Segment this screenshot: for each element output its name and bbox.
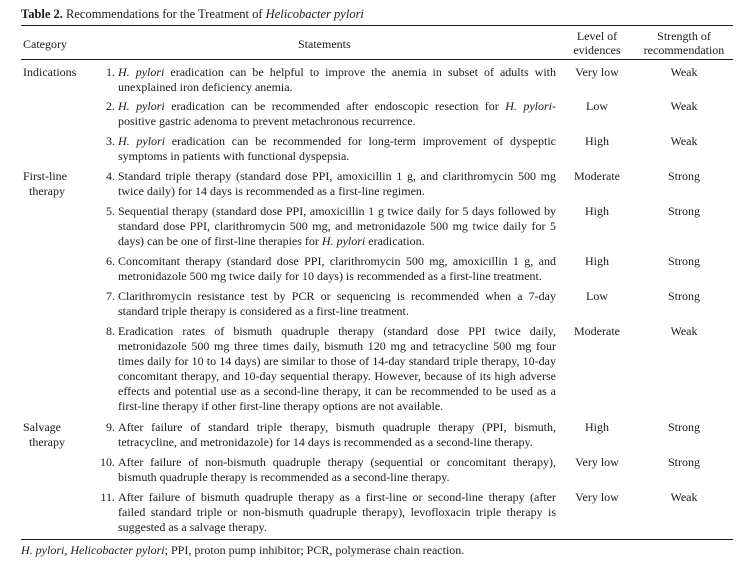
row-1-strength: Weak bbox=[670, 65, 698, 79]
bottom-rule bbox=[21, 539, 733, 540]
top-rule bbox=[21, 25, 733, 26]
row-5-strength: Strong bbox=[667, 204, 700, 218]
row-11-level: Very low bbox=[575, 490, 619, 504]
row-1-number: 1. bbox=[106, 65, 115, 79]
row-5-level: High bbox=[585, 204, 609, 218]
row-9-strength: Strong bbox=[667, 420, 700, 434]
row-11-strength: Weak bbox=[670, 490, 698, 504]
row-4-statement: Standard triple therapy (standard dose PPI, amoxicillin 1 g, and clarithromycin 500 mg twice daily) for 14 days is recommended as a first-line regimen. bbox=[118, 169, 556, 198]
row-2-strength: Weak bbox=[670, 99, 698, 113]
row-7-statement: Clarithromycin resistance test by PCR or sequencing is recommended when a 7-day standard triple therapy is considered as a first-line treatment. bbox=[118, 289, 556, 318]
row-10-level: Very low bbox=[575, 455, 619, 469]
row-3-text: eradication can be recommended for long-term improvement of dyspeptic symptoms in patients with functional dyspepsia. bbox=[118, 134, 556, 163]
row-11-number: 11. bbox=[100, 490, 115, 504]
row-8-level: Moderate bbox=[574, 324, 620, 338]
row-2-text-1: eradication can be recommended after endoscopic resection for bbox=[164, 99, 506, 113]
row-2-text-2: -positive gastric adenoma to prevent metachronous recurrence. bbox=[118, 99, 557, 128]
row-10-number: 10. bbox=[100, 455, 115, 469]
row-9-number: 9. bbox=[106, 420, 115, 434]
table-caption bbox=[21, 6, 364, 22]
row-5-number: 5. bbox=[106, 204, 115, 218]
caption-text: Recommendations for the Treatment of bbox=[66, 7, 263, 21]
row-8-number: 8. bbox=[106, 324, 115, 338]
row-7-level: Low bbox=[586, 289, 608, 303]
category-indications: Indications bbox=[23, 65, 77, 79]
header-rule bbox=[21, 59, 733, 60]
row-1-statement bbox=[118, 65, 556, 95]
row-2-number: 2. bbox=[106, 99, 115, 113]
header-statements: Statements bbox=[298, 37, 351, 51]
row-3-italic: H. pylori bbox=[118, 134, 166, 148]
header-level bbox=[566, 29, 628, 57]
row-5-statement bbox=[118, 204, 556, 249]
row-8-statement: Eradication rates of bismuth quadruple therapy (standard dose PPI twice daily, metronidazole 500 mg three times daily, bismuth 120 mg and tetracycline 500 mg four times daily for 10 to 14 days) are similar to those of 14-day standard triple therapy, 10-day concomitant therapy, and 10-day sequential therapy. However, because of its high adverse effects and potential use as a second-line therapy, it can be recommended to be used as a first-line therapy if other first-line therapy options are not available. bbox=[118, 324, 556, 413]
row-2-level: Low bbox=[586, 99, 608, 113]
header-strength bbox=[640, 29, 728, 57]
row-6-strength: Strong bbox=[667, 254, 700, 268]
row-1-level: Very low bbox=[575, 65, 619, 79]
category-first-line bbox=[23, 169, 67, 199]
header-level-line1: Level of bbox=[576, 29, 618, 43]
row-6-statement: Concomitant therapy (standard dose PPI, clarithromycin 500 mg, amoxicillin 1 g, and metronidazole 500 mg twice daily for 10 days) is recommended as a first-line treatment. bbox=[118, 254, 556, 283]
row-11-statement: After failure of bismuth quadruple therapy as a first-line or second-line therapy (after failed standard triple or non-bismuth quadruple therapy), levofloxacin triple therapy is suggested as a salvage therapy. bbox=[118, 490, 556, 534]
row-5-text-2: eradication. bbox=[365, 234, 425, 248]
category-salvage-line2: therapy bbox=[29, 435, 65, 449]
row-3-statement bbox=[118, 134, 556, 164]
row-9-level: High bbox=[585, 420, 609, 434]
row-1-text: eradication can be helpful to improve the anemia in subset of adults with unexplained iron deficiency anemia. bbox=[118, 65, 556, 94]
table-footnote bbox=[21, 543, 464, 558]
footnote-italic: H. pylori, Helicobacter pylori bbox=[21, 543, 165, 557]
category-salvage-line1: Salvage bbox=[23, 420, 61, 434]
row-4-level: Moderate bbox=[574, 169, 620, 183]
row-5-italic: H. pylori bbox=[321, 234, 366, 248]
category-salvage bbox=[23, 420, 65, 450]
header-strength-line1: Strength of bbox=[657, 29, 711, 43]
row-1-italic: H. pylori bbox=[118, 65, 165, 79]
header-category: Category bbox=[23, 37, 67, 51]
row-6-number: 6. bbox=[106, 254, 115, 268]
row-9-statement: After failure of standard triple therapy, bismuth quadruple therapy (PPI, bismuth, tetracycline, and metronidazole) for 14 days is recommended as a second-line therapy. bbox=[118, 420, 556, 449]
row-3-strength: Weak bbox=[670, 134, 698, 148]
row-4-number: 4. bbox=[106, 169, 115, 183]
category-first-line-line2: therapy bbox=[29, 184, 65, 198]
row-10-statement: After failure of non-bismuth quadruple therapy (sequential or concomitant therapy), bismuth quadruple therapy is recommended as a second-line therapy. bbox=[118, 455, 556, 484]
caption-label: Table 2. bbox=[21, 7, 63, 21]
row-2-italic-2: H. pylori bbox=[505, 99, 553, 113]
row-7-number: 7. bbox=[106, 289, 115, 303]
header-level-line2: evidences bbox=[573, 43, 621, 57]
row-2-italic-1: H. pylori bbox=[118, 99, 165, 113]
row-6-level: High bbox=[585, 254, 609, 268]
row-3-level: High bbox=[585, 134, 609, 148]
row-8-strength: Weak bbox=[670, 324, 698, 338]
row-5-text-1: Sequential therapy (standard dose PPI, amoxicillin 1 g twice daily for 5 days followed by standard dose PPI, clarithromycin 500 mg, and metronidazole 500 mg twice daily for 5 days) can be one of first-line therapies for bbox=[118, 204, 556, 248]
header-strength-line2: recommendation bbox=[643, 43, 725, 57]
row-3-number: 3. bbox=[106, 134, 115, 148]
row-7-strength: Strong bbox=[667, 289, 700, 303]
category-first-line-line1: First-line bbox=[23, 169, 67, 183]
caption-italic: Helicobacter pylori bbox=[265, 7, 364, 21]
row-10-strength: Strong bbox=[667, 455, 700, 469]
footnote-text: ; PPI, proton pump inhibitor; PCR, polymerase chain reaction. bbox=[164, 543, 465, 557]
row-2-statement bbox=[118, 99, 556, 129]
row-4-strength: Strong bbox=[667, 169, 700, 183]
